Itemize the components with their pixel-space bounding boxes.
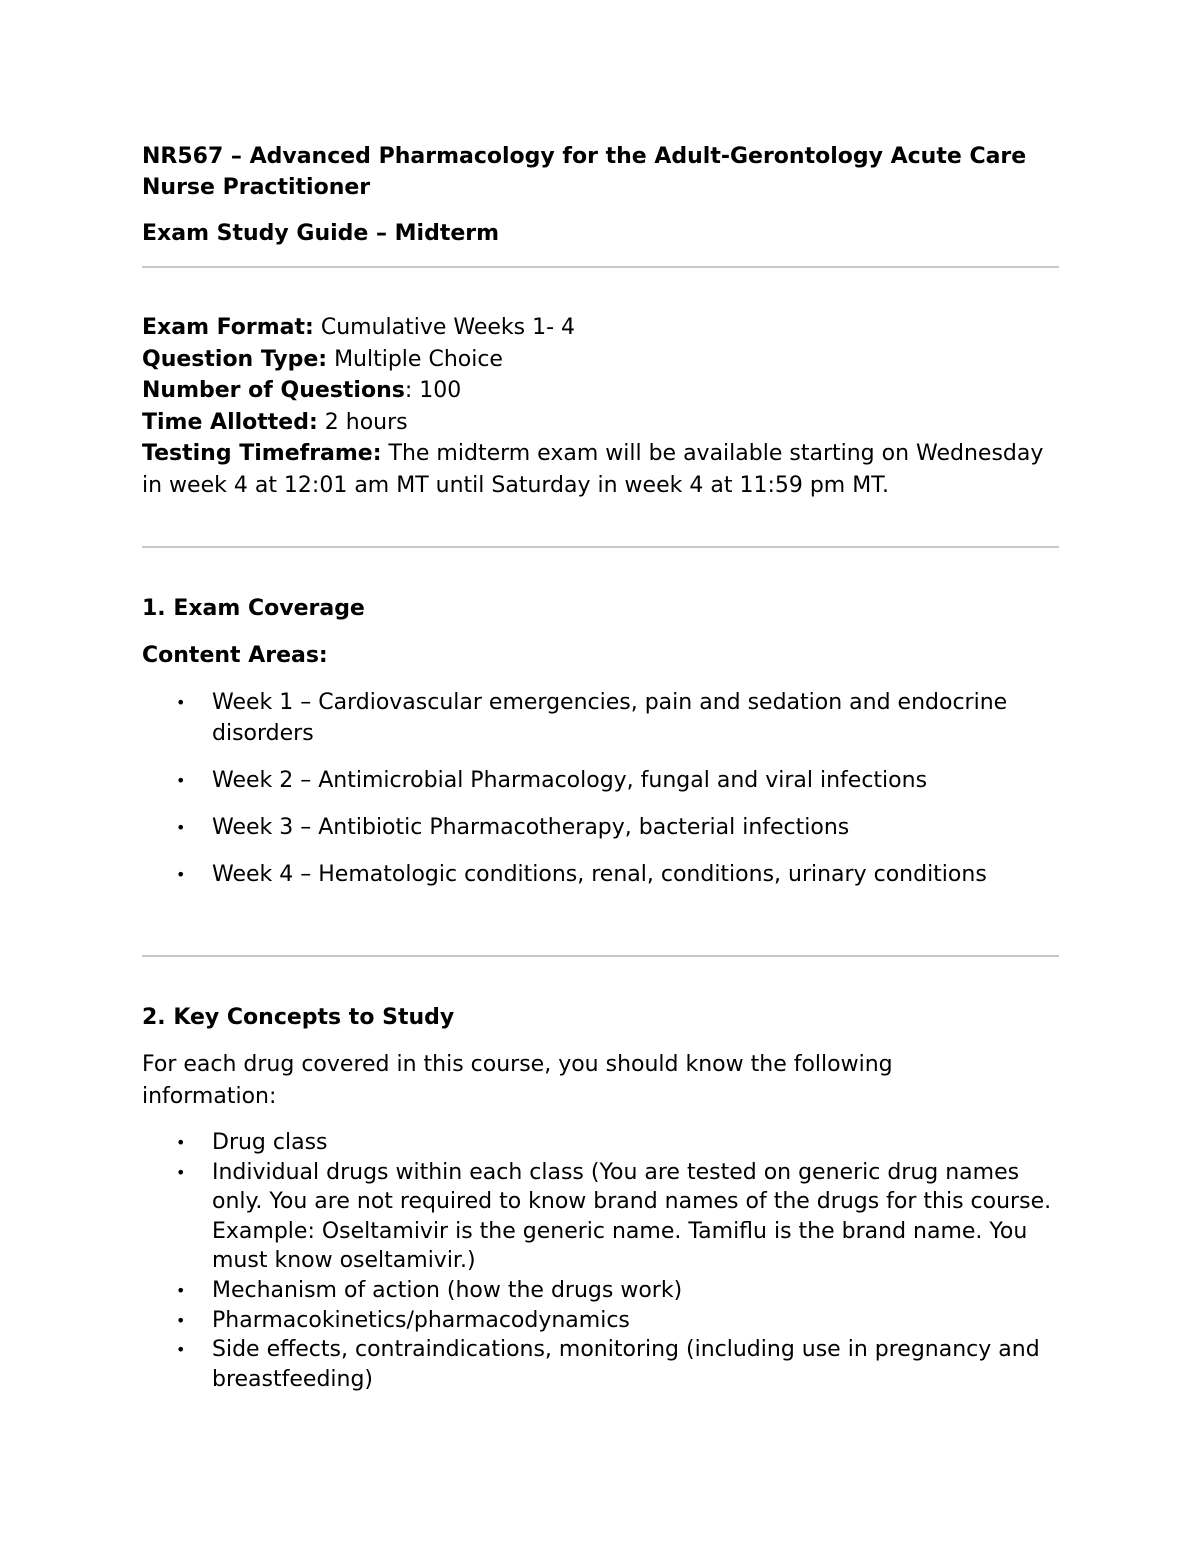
key-concepts-intro: For each drug covered in this course, you should know the following information: xyxy=(142,1052,893,1109)
exam-format-label: Exam Format: xyxy=(142,315,314,340)
bullet-icon: • xyxy=(176,693,186,712)
list-item xyxy=(142,1158,1060,1276)
time-allotted-label: Time Allotted: xyxy=(142,409,318,435)
list-item-text: Mechanism of action (how the drugs work) xyxy=(212,1277,683,1303)
list-item xyxy=(142,859,1060,890)
list-item-text: Week 3 – Antibiotic Pharmacotherapy, bacterial infections xyxy=(212,815,850,840)
list-item xyxy=(142,765,1060,796)
list-item-text: Pharmacokinetics/pharmacodynamics xyxy=(212,1307,630,1333)
num-questions-value: : 100 xyxy=(404,378,462,404)
list-item xyxy=(142,687,1060,749)
bullet-icon: • xyxy=(176,1310,186,1330)
list-item xyxy=(142,812,1060,843)
list-item xyxy=(142,1276,1060,1306)
list-item-text: Individual drugs within each class (You are tested on generic drug names only. You are not required to know brand names of the drugs for this course. Example: Oseltamivir is the generic name. Tamiflu is the brand name. You must know oseltamivir.) xyxy=(212,1159,1052,1274)
list-item-text: Week 2 – Antimicrobial Pharmacology, fungal and viral infections xyxy=(212,768,928,793)
testing-timeframe-label: Testing Timeframe: xyxy=(142,441,382,467)
list-item-text: Week 4 – Hematologic conditions, renal, conditions, urinary conditions xyxy=(212,862,987,887)
exam-coverage-heading: 1. Exam Coverage xyxy=(142,596,365,621)
exam-format-row xyxy=(142,312,1060,344)
bullet-icon: • xyxy=(176,865,186,884)
key-concepts-list xyxy=(142,1128,1060,1394)
bullet-icon: • xyxy=(176,1280,186,1300)
num-questions-label: Number of Questions xyxy=(142,378,405,404)
exam-info-block xyxy=(142,312,1060,502)
content-areas-heading: Content Areas: xyxy=(142,643,328,668)
bullet-icon: • xyxy=(176,818,186,837)
num-questions-row xyxy=(142,375,1060,407)
key-concepts-heading: 2. Key Concepts to Study xyxy=(142,1005,455,1030)
exam-format-value: Cumulative Weeks 1- 4 xyxy=(313,315,576,340)
question-type-label: Question Type: xyxy=(142,346,328,372)
course-title: NR567 – Advanced Pharmacology for the Adult-Gerontology Acute Care Nurse Practitioner xyxy=(142,144,1027,200)
list-item xyxy=(142,1128,1060,1158)
question-type-value: Multiple Choice xyxy=(327,346,503,372)
time-allotted-row xyxy=(142,407,1060,439)
testing-timeframe-row xyxy=(142,438,1060,501)
list-item-text: Week 1 – Cardiovascular emergencies, pain and sedation and endocrine disorders xyxy=(212,690,1008,746)
list-item xyxy=(142,1335,1060,1394)
testing-timeframe-value: The midterm exam will be available starting on Wednesday in week 4 at 12:01 am MT until Saturday in week 4 at 11:59 pm MT. xyxy=(142,441,1044,498)
question-type-row xyxy=(142,344,1060,376)
bullet-icon: • xyxy=(176,1340,186,1360)
study-guide-subtitle: Exam Study Guide – Midterm xyxy=(142,221,500,246)
bullet-icon: • xyxy=(176,1133,186,1152)
list-item-text: Drug class xyxy=(212,1130,328,1155)
list-item-text: Side effects, contraindications, monitoring (including use in pregnancy and breastfeeding) xyxy=(212,1337,1040,1392)
divider xyxy=(142,266,1059,268)
divider xyxy=(142,955,1059,957)
time-allotted-value: 2 hours xyxy=(317,409,408,435)
bullet-icon: • xyxy=(176,771,186,790)
bullet-icon: • xyxy=(176,1162,186,1182)
divider xyxy=(142,546,1059,548)
content-areas-list xyxy=(142,687,1060,906)
list-item xyxy=(142,1306,1060,1336)
